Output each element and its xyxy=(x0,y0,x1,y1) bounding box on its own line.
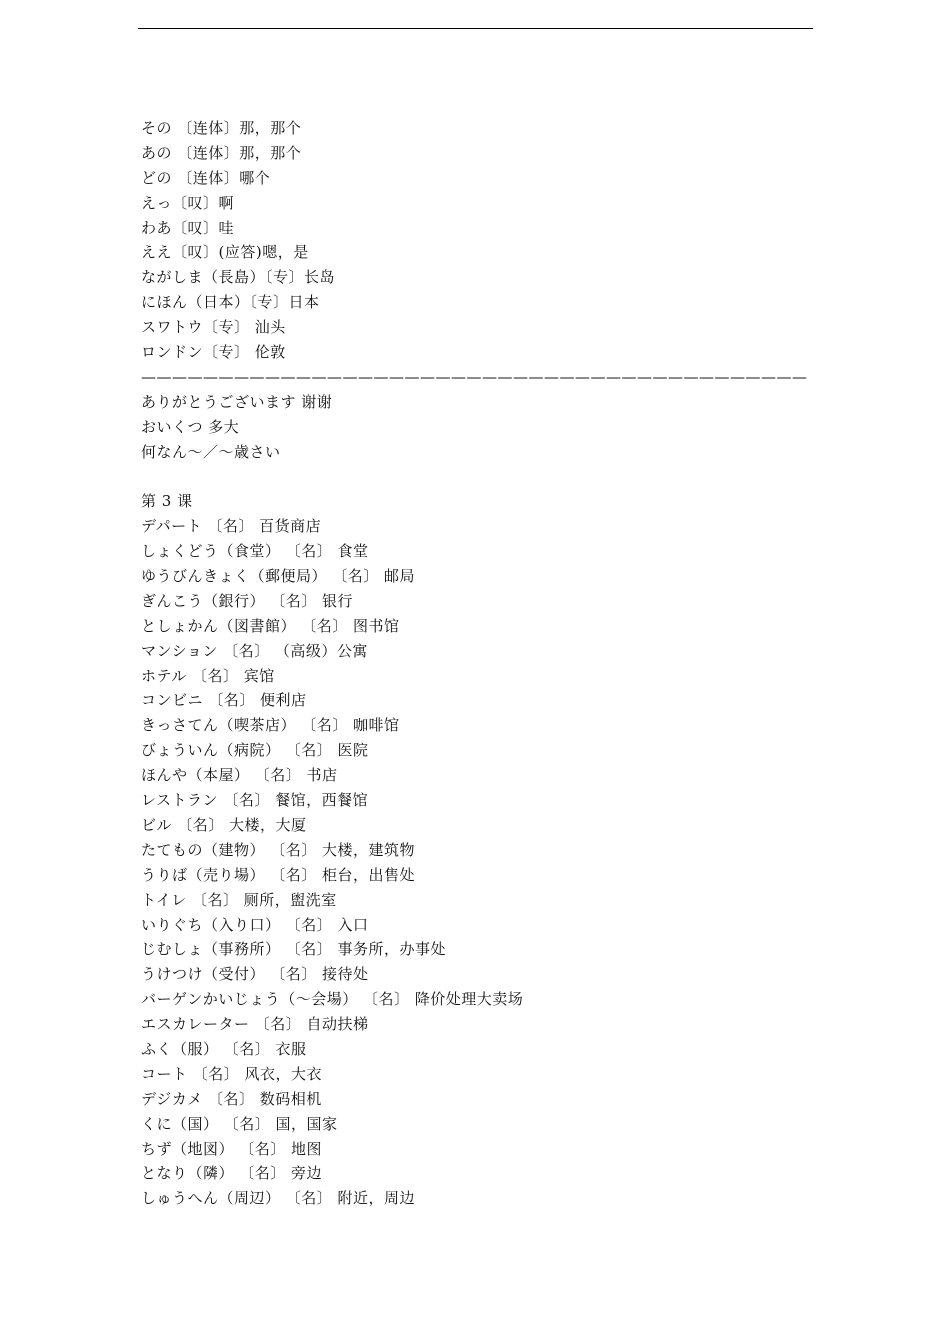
dashed-separator: ——————————————————————————————————————————— xyxy=(141,367,808,386)
vocab-line: デジカメ 〔名〕 数码相机 xyxy=(141,1089,322,1108)
vocab-line: マンション 〔名〕 （高级）公寓 xyxy=(141,641,368,660)
vocab-line: ええ〔叹〕(应答)嗯，是 xyxy=(141,243,309,262)
vocab-line: となり（隣） 〔名〕 旁边 xyxy=(141,1164,323,1183)
vocab-line: わあ〔叹〕哇 xyxy=(141,218,235,237)
blank-line xyxy=(141,464,841,489)
vocab-line: レストラン 〔名〕 餐馆，西餐馆 xyxy=(141,791,369,810)
phrase-line: ありがとうございます 谢谢 xyxy=(141,392,333,411)
vocab-line: どの 〔连体〕哪个 xyxy=(141,168,271,187)
vocab-line: くに（国） 〔名〕 国，国家 xyxy=(141,1114,338,1133)
vocab-line: ビル 〔名〕 大楼，大厦 xyxy=(141,815,307,834)
vocab-line: コート 〔名〕 风衣，大衣 xyxy=(141,1064,323,1083)
vocab-line: しゅうへん（周辺） 〔名〕 附近，周边 xyxy=(141,1189,416,1208)
vocab-line: ふく（服） 〔名〕 衣服 xyxy=(141,1039,307,1058)
vocabulary-document xyxy=(141,116,841,1211)
phrase-list xyxy=(141,390,841,465)
vocab-line: ぎんこう（銀行） 〔名〕 银行 xyxy=(141,591,354,610)
vocab-line: じむしょ（事務所） 〔名〕 事务所，办事处 xyxy=(141,940,447,959)
vocab-line: ながしま（長島）〔专〕长岛 xyxy=(141,268,336,287)
vocab-line: うけつけ（受付） 〔名〕 接待处 xyxy=(141,965,369,984)
vocab-line: デパート 〔名〕 百货商店 xyxy=(141,517,322,536)
vocab-line: あの 〔连体〕那，那个 xyxy=(141,143,302,162)
vocab-line: しょくどう（食堂） 〔名〕 食堂 xyxy=(141,542,369,561)
vocab-line: としょかん（図書館） 〔名〕 图书馆 xyxy=(141,616,400,635)
vocab-line: スワトウ〔专〕 汕头 xyxy=(141,318,286,337)
vocab-list-c xyxy=(141,514,841,1211)
vocab-line: たてもの（建物） 〔名〕 大楼，建筑物 xyxy=(141,840,416,859)
vocab-line: ホテル 〔名〕 宾馆 xyxy=(141,666,275,685)
vocab-line: エスカレーター 〔名〕 自动扶梯 xyxy=(141,1015,369,1034)
top-rule xyxy=(138,28,813,29)
phrase-line: 何なん～／～歳さい xyxy=(141,442,281,461)
vocab-line: コンビニ 〔名〕 便利店 xyxy=(141,691,307,710)
vocab-list-a xyxy=(141,116,841,365)
vocab-line: ゆうびんきょく（郵便局） 〔名〕 邮局 xyxy=(141,567,416,586)
vocab-line: トイレ 〔名〕 厕所，盥洗室 xyxy=(141,890,337,909)
vocab-line: いりぐち（入り口） 〔名〕 入口 xyxy=(141,915,369,934)
vocab-line: ちず（地図） 〔名〕 地图 xyxy=(141,1139,323,1158)
lesson-title: 第 3 课 xyxy=(141,492,193,511)
vocab-line: ほんや（本屋） 〔名〕 书店 xyxy=(141,766,338,785)
phrase-line: おいくつ 多大 xyxy=(141,417,240,436)
vocab-line: うりば（売り場） 〔名〕 柜台，出售处 xyxy=(141,865,416,884)
vocab-line: ロンドン〔专〕 伦敦 xyxy=(141,343,286,362)
vocab-line: びょういん（病院） 〔名〕 医院 xyxy=(141,741,369,760)
vocab-line: えっ〔叹〕啊 xyxy=(141,193,235,212)
vocab-line: その 〔连体〕那，那个 xyxy=(141,119,302,137)
vocab-line: バーゲンかいじょう（～会場） 〔名〕 降价处理大卖场 xyxy=(141,990,524,1009)
vocab-line: にほん（日本）〔专〕日本 xyxy=(141,293,320,312)
vocab-line: きっさてん（喫茶店） 〔名〕 咖啡馆 xyxy=(141,716,400,735)
